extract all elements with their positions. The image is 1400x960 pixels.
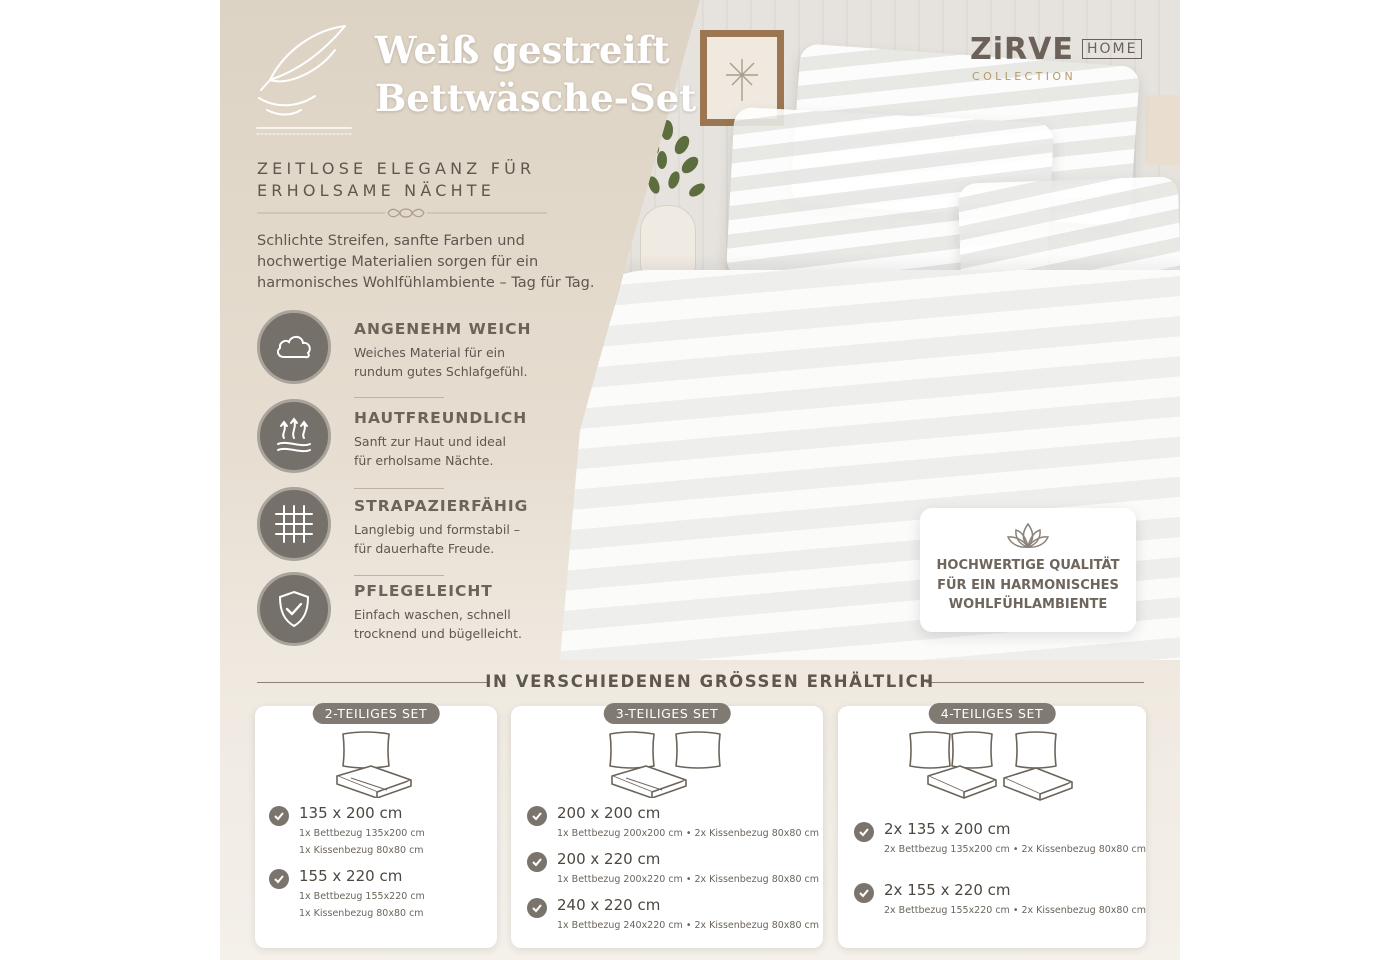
feature-desc-line-1: Weiches Material für ein: [354, 345, 506, 360]
dried-flower-icon: [720, 53, 764, 103]
air-flow-icon: [272, 414, 316, 458]
feature-soft: [257, 310, 587, 390]
feature-durable: [257, 487, 587, 567]
feature-description: [354, 521, 584, 558]
size-detail: 1x Kissenbezug 80x80 cm: [299, 908, 424, 919]
cloud-icon: [272, 325, 316, 369]
size-detail: 2x Bettbezug 135x200 cm • 2x Kissenbezug 80x80 cm: [884, 844, 1147, 855]
quality-line-1: HOCHWERTIGE QUALITÄT: [936, 558, 1120, 573]
brand-badge: HOME: [1082, 39, 1142, 59]
duvet-two-pillows-icon: [602, 728, 732, 798]
feature-desc-line-2: rundum gutes Schlafgefühl.: [354, 363, 528, 379]
plant-illustration: [622, 110, 712, 220]
size-detail: 1x Bettbezug 200x220 cm • 2x Kissenbezug 80x80 cm: [557, 874, 820, 885]
feature-description: [354, 606, 584, 643]
feature-icon-circle: [257, 310, 331, 384]
size-label: 2x 135 x 200 cm: [884, 820, 1011, 838]
set-card-3-piece: [511, 706, 823, 948]
check-icon: [269, 869, 289, 889]
set-label: 4-TEILIGES SET: [929, 703, 1056, 724]
set-card-4-piece: [838, 706, 1146, 948]
size-detail: 1x Bettbezug 135x200 cm: [299, 828, 425, 839]
size-label: 155 x 220 cm: [299, 867, 403, 885]
lamp-shade: [1145, 95, 1180, 165]
feature-title: STRAPAZIERFÄHIG: [354, 497, 529, 515]
size-label: 2x 155 x 220 cm: [884, 881, 1011, 899]
size-label: 200 x 200 cm: [557, 804, 661, 822]
subtitle-line-2: ERHOLSAME NÄCHTE: [257, 181, 496, 200]
feature-title: HAUTFREUNDLICH: [354, 409, 528, 427]
two-duvets-pillows-icon: [906, 728, 1078, 806]
check-icon: [527, 806, 547, 826]
feature-icon-circle: [257, 487, 331, 561]
feature-desc-line-2: für dauerhafte Freude.: [354, 540, 495, 556]
feature-title: PFLEGELEICHT: [354, 582, 493, 600]
size-label: 135 x 200 cm: [299, 804, 403, 822]
feather-icon: [255, 20, 355, 140]
title-line-1: Weiß gestreift: [375, 28, 670, 72]
check-icon: [854, 822, 874, 842]
quality-line-3: WOHLFÜHLAMBIENTE: [948, 597, 1108, 612]
product-infographic: [220, 0, 1180, 960]
size-label: 240 x 220 cm: [557, 896, 661, 914]
feature-title: ANGENEHM WEICH: [354, 320, 532, 338]
size-detail: 1x Bettbezug 240x220 cm • 2x Kissenbezug 80x80 cm: [557, 920, 820, 931]
check-icon: [269, 806, 289, 826]
subtitle: [257, 158, 535, 202]
feature-desc-line-2: für erholsame Nächte.: [354, 452, 494, 468]
intro-text: Schlichte Streifen, sanfte Farben und hochwertige Materialien sorgen für ein harmonisches Wohlfühlambiente – Tag für Tag.: [257, 233, 595, 291]
set-label: 3-TEILIGES SET: [604, 703, 731, 724]
quality-line-2: FÜR EIN HARMONISCHES: [937, 577, 1119, 593]
lotus-icon: [1005, 520, 1051, 550]
set-card-2-piece: [255, 706, 497, 948]
quality-badge: [920, 508, 1136, 632]
feature-icon-circle: [257, 399, 331, 473]
check-icon: [527, 852, 547, 872]
duvet-pillow-icon: [331, 728, 421, 798]
brand-logo: [970, 30, 1150, 90]
feature-separator: [354, 397, 444, 398]
feature-description: [354, 433, 584, 470]
feature-icon-circle: [257, 572, 331, 646]
check-icon: [854, 883, 874, 903]
subtitle-line-1: ZEITLOSE ELEGANZ FÜR: [257, 159, 536, 178]
feature-description: [354, 344, 584, 381]
size-detail: 1x Bettbezug 200x200 cm • 2x Kissenbezug 80x80 cm: [557, 828, 820, 839]
title-line-2: Bettwäsche-Set: [375, 76, 697, 120]
set-label: 2-TEILIGES SET: [313, 703, 440, 724]
size-detail: 2x Bettbezug 155x220 cm • 2x Kissenbezug 80x80 cm: [884, 905, 1147, 916]
feature-desc-line-1: Einfach waschen, schnell: [354, 607, 511, 622]
brand-name: ZiRVE: [970, 32, 1074, 67]
feature-desc-line-1: Sanft zur Haut und ideal: [354, 434, 507, 449]
feature-easy-care: [257, 572, 587, 652]
feature-desc-line-1: Langlebig und formstabil –: [354, 522, 521, 537]
fabric-weave-icon: [271, 501, 317, 547]
size-detail: 1x Bettbezug 155x220 cm: [299, 891, 425, 902]
page-title: [375, 26, 696, 122]
ornament-divider: [257, 206, 547, 220]
size-detail: 1x Kissenbezug 80x80 cm: [299, 845, 424, 856]
sizes-heading: IN VERSCHIEDENEN GRÖSSEN ERHÄLTLICH: [485, 672, 935, 691]
shield-check-icon: [272, 587, 316, 631]
feature-skin-friendly: [257, 399, 587, 479]
size-label: 200 x 220 cm: [557, 850, 661, 868]
feature-desc-line-2: trocknend und bügelleicht.: [354, 625, 522, 641]
brand-subline: COLLECTION: [972, 70, 1077, 83]
check-icon: [527, 898, 547, 918]
